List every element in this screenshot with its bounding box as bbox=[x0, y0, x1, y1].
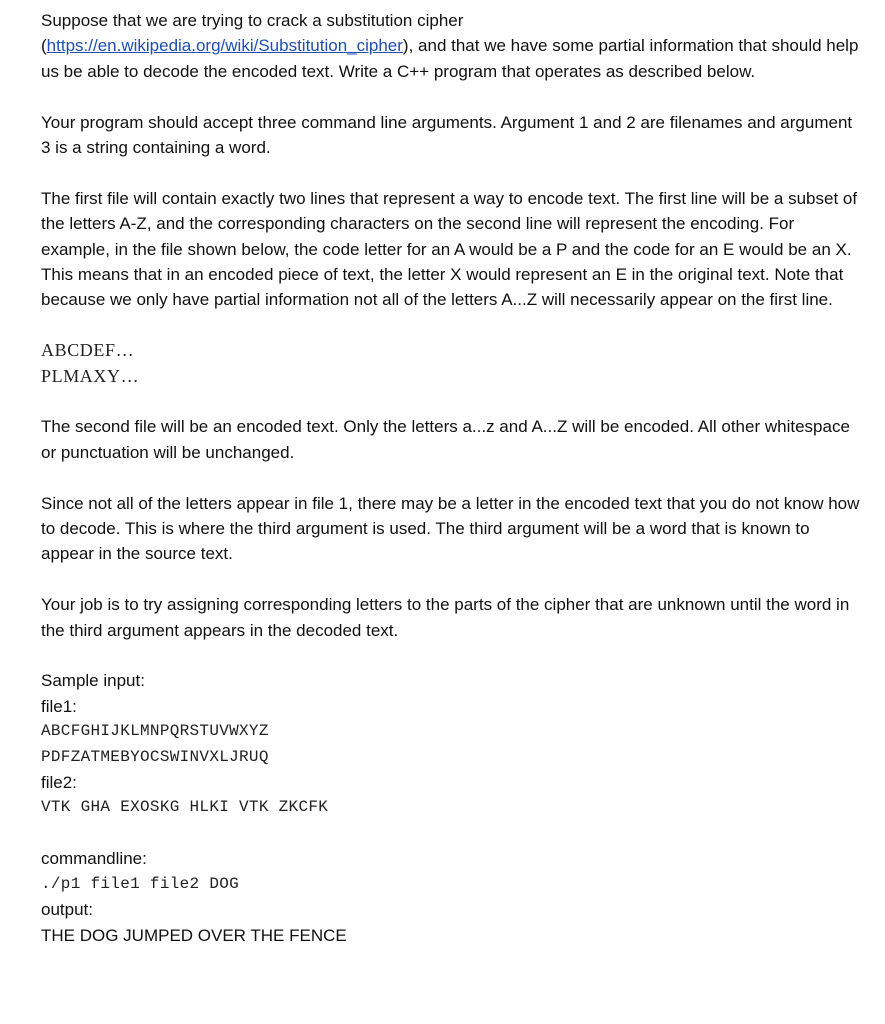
arguments-paragraph: Your program should accept three command line arguments. Argument 1 and 2 are filenames and argument 3 is a string containing a word. bbox=[41, 112, 853, 158]
sample-section bbox=[41, 668, 861, 947]
example-plain-line: ABCDEF… bbox=[41, 340, 135, 361]
example-code-line: PLMAXY… bbox=[41, 365, 140, 386]
output-label: output: bbox=[41, 900, 93, 920]
sample-heading: Sample input: bbox=[41, 671, 145, 691]
third-argument-paragraph: Since not all of the letters appear in file 1, there may be a letter in the encoded text that you do not know how to decode. This is where the third argument is used. The third argument will be a word that is known to appear in the source text. bbox=[41, 493, 860, 564]
file1-label: file1: bbox=[41, 696, 77, 716]
job-paragraph: Your job is to try assigning corresponding letters to the parts of the cipher that are unknown until the word in the third argument appears in the decoded text. bbox=[41, 595, 850, 640]
file1-line-2: PDFZATMEBYOCSWINVXLJRUQ bbox=[41, 747, 269, 766]
commandline-label: commandline: bbox=[41, 849, 147, 869]
document-body bbox=[41, 8, 861, 948]
intro-text-start: Suppose that we are trying to crack a substitution cipher bbox=[41, 11, 464, 30]
commandline-value: ./p1 file1 file2 DOG bbox=[41, 874, 240, 893]
file1-line-1: ABCFGHIJKLMNPQRSTUVWXYZ bbox=[41, 722, 269, 741]
file2-line-1: VTK GHA EXOSKG HLKI VTK ZKCFK bbox=[41, 798, 329, 817]
encoding-example bbox=[41, 338, 861, 389]
intro-paragraph bbox=[41, 8, 861, 84]
second-file-paragraph: The second file will be an encoded text. Only the letters a...z and A...Z will be encoded. All other whitespace or punctuation will be unchanged. bbox=[41, 417, 850, 462]
paren-open: ( bbox=[41, 36, 47, 56]
wikipedia-link[interactable]: https://en.wikipedia.org/wiki/Substitution_cipher bbox=[46, 36, 403, 56]
file2-label: file2: bbox=[41, 773, 77, 793]
first-file-paragraph: The first file will contain exactly two lines that represent a way to encode text. The first line will be a subset of the letters A-Z, and the corresponding characters on the second line will represent the encoding. For example, in the file shown below, the code letter for an A would be a P and the code for an E would be an X. This means that in an encoded piece of text, the letter X would represent an E in the original text. Note that because we only have partial information not all of the letters A...Z will necessarily appear on the first line. bbox=[41, 188, 858, 310]
intro-text-end: ), and that we have some partial information that should help us be able to decode the encoded text. Write a C++ program that operates as described below. bbox=[41, 36, 859, 81]
blank-line bbox=[41, 821, 861, 846]
output-value: THE DOG JUMPED OVER THE FENCE bbox=[41, 925, 347, 945]
